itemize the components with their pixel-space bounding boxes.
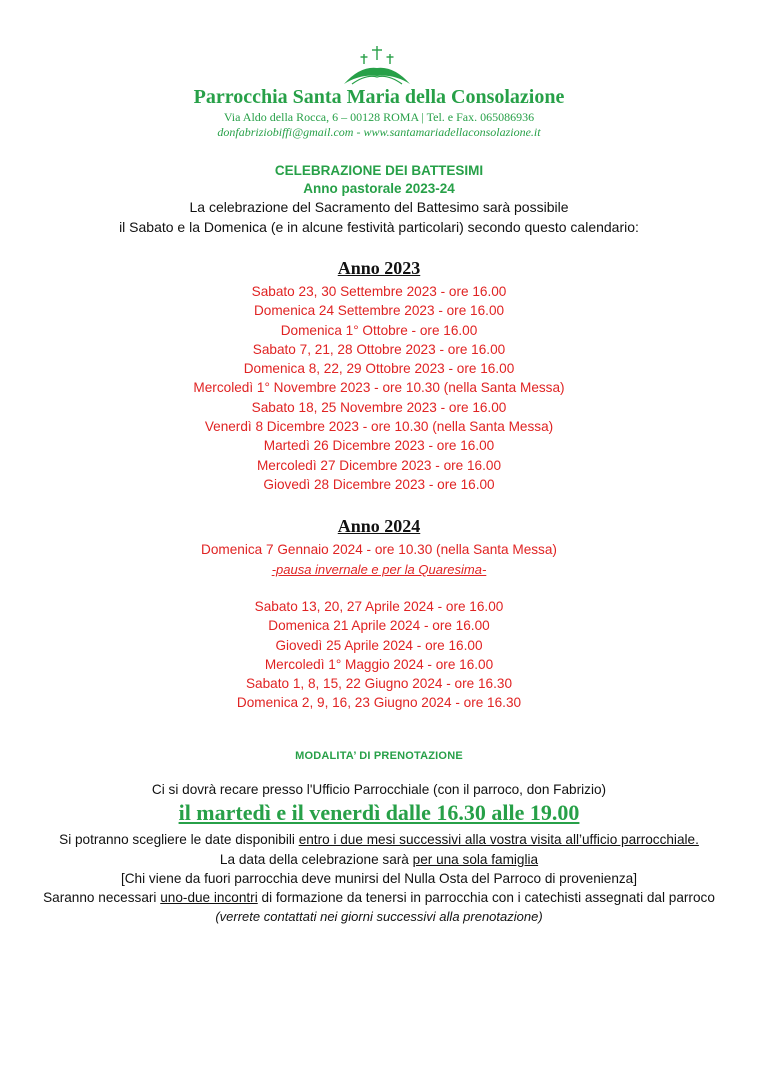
winter-pause-note: -pausa invernale e per la Quaresima- (271, 562, 487, 577)
list-item: Sabato 23, 30 Settembre 2023 - ore 16.00 (251, 284, 507, 299)
list-item: Domenica 21 Aprile 2024 - ore 16.00 (268, 618, 490, 634)
booking-line-3 (0, 852, 758, 867)
parish-contact: donfabriziobiffi@gmail.com - www.santamariadellaconsolazione.it (217, 125, 541, 139)
list-item: Domenica 2, 9, 16, 23 Giugno 2024 - ore 16.30 (236, 695, 522, 711)
booking-title: MODALITA’ DI PRENOTAZIONE (295, 750, 463, 762)
booking-line-5-rest: di formazione da tenersi in parrocchia con i catechisti assegnati dal parroco (257, 890, 715, 905)
list-item: Domenica 7 Gennaio 2024 - ore 10.30 (nella Santa Messa) (201, 542, 557, 557)
list-item: Sabato 7, 21, 28 Ottobre 2023 - ore 16.00 (252, 341, 506, 357)
booking-line-1: Ci si dovrà recare presso l'Ufficio Parrocchiale (con il parroco, don Fabrizio) (151, 782, 607, 797)
document-title: CELEBRAZIONE DEI BATTESIMI (274, 163, 484, 178)
dates-2023-list (0, 282, 758, 494)
dates-2024-first (0, 540, 758, 559)
list-item: Giovedì 28 Dicembre 2023 - ore 16.00 (263, 476, 495, 492)
list-item: Martedì 26 Dicembre 2023 - ore 16.00 (263, 438, 495, 454)
booking-line-2 (0, 832, 758, 847)
list-item: Mercoledì 1° Maggio 2024 - ore 16.00 (264, 656, 494, 672)
list-item: Giovedì 25 Aprile 2024 - ore 16.00 (275, 637, 483, 653)
list-item: Sabato 1, 8, 15, 22 Giugno 2024 - ore 16.30 (245, 676, 513, 692)
year-2023-heading: Anno 2023 (337, 258, 421, 278)
booking-line-5-underlined: uno-due incontri (160, 890, 258, 905)
booking-line-4: [Chi viene da fuori parrocchia deve munirsi del Nulla Osta del Parroco di provenienza] (120, 871, 638, 886)
booking-line-5 (0, 890, 758, 905)
booking-line-2-underlined: entro i due mesi successivi alla vostra visita all’ufficio parrocchiale. (298, 832, 699, 847)
list-item: Domenica 1° Ottobre - ore 16.00 (280, 322, 478, 338)
booking-line-2-text: Si potranno scegliere le date disponibili (59, 832, 299, 847)
booking-line-3-text: La data della celebrazione sarà (219, 852, 413, 867)
parish-name: Parrocchia Santa Maria della Consolazione (193, 86, 565, 108)
list-item: Sabato 13, 20, 27 Aprile 2024 - ore 16.00 (254, 599, 504, 614)
office-hours: il martedì e il venerdì dalle 16.30 alle 19.00 (178, 800, 580, 825)
dates-2024-list (0, 597, 758, 713)
list-item: Mercoledì 1° Novembre 2023 - ore 10.30 (nella Santa Messa) (193, 380, 565, 396)
document-subtitle: Anno pastorale 2023-24 (303, 181, 455, 196)
parish-address: Via Aldo della Rocca, 6 – 00128 ROMA | Tel. e Fax. 065086936 (223, 110, 535, 124)
booking-line-5-text: Saranno necessari (43, 890, 161, 905)
list-item: Mercoledì 27 Dicembre 2023 - ore 16.00 (256, 457, 502, 473)
intro-line-2: il Sabato e la Domenica (e in alcune festività particolari) secondo questo calendario: (119, 219, 639, 235)
intro-line-1: La celebrazione del Sacramento del Battesimo sarà possibile (189, 199, 569, 215)
list-item: Venerdì 8 Dicembre 2023 - ore 10.30 (nella Santa Messa) (204, 419, 554, 435)
booking-line-6: (verrete contattati nei giorni successivi alla prenotazione) (215, 909, 543, 924)
booking-line-3-underlined: per una sola famiglia (412, 852, 539, 867)
year-2024-heading: Anno 2024 (337, 516, 421, 536)
list-item: Domenica 8, 22, 29 Ottobre 2023 - ore 16.00 (243, 361, 515, 377)
list-item: Domenica 24 Settembre 2023 - ore 16.00 (253, 303, 505, 319)
list-item: Sabato 18, 25 Novembre 2023 - ore 16.00 (251, 399, 507, 415)
church-crosses-icon (340, 44, 414, 88)
